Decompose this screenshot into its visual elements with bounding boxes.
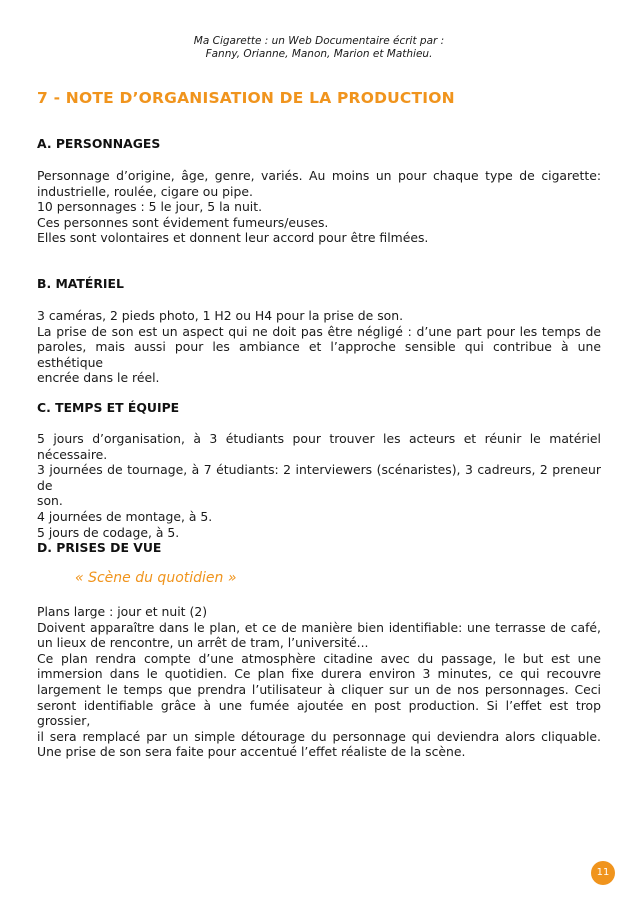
temps-line-1: 5 jours d’organisation, à 3 étudiants pour trouver les acteurs et réunir le matériel nécessaire. [37, 431, 601, 462]
prises-line-3: un lieux de rencontre, un arrêt de tram, l’université... [37, 635, 369, 651]
temps-line-2: 3 journées de tournage, à 7 étudiants: 2 interviewers (scénaristes), 3 cadreurs, 2 preneur de [37, 462, 601, 493]
personnages-line-2: industrielle, roulée, cigare ou pipe. [37, 183, 253, 199]
materiel-body [37, 308, 601, 386]
section-title: 7 - NOTE D’ORGANISATION DE LA PRODUCTION [37, 89, 455, 107]
personnages-line-4: Ces personnes sont évidement fumeurs/euses. [37, 214, 329, 230]
prises-body [37, 604, 601, 760]
header-line-2: Fanny, Orianne, Manon, Marion et Mathieu. [205, 48, 433, 60]
materiel-line-3: paroles, mais aussi pour les ambiance et l’approche sensible qui contribue à une esthétique [37, 339, 601, 370]
prises-line-6: largement le temps que prendra l’utilisateur à cliquer sur un de nos personnages. Ceci [37, 681, 601, 697]
materiel-line-2: La prise de son est un aspect qui ne doit pas être négligé : d’une part pour les temps de [37, 323, 601, 339]
materiel-line-1: 3 caméras, 2 pieds photo, 1 H2 ou H4 pour la prise de son. [37, 308, 404, 323]
scene-title: « Scène du quotidien » [75, 570, 237, 586]
temps-line-3: son. [37, 493, 63, 509]
heading-temps-equipe: C. TEMPS ET ÉQUIPE [37, 400, 180, 415]
page-number-badge: 11 [591, 861, 615, 885]
temps-body [37, 431, 601, 540]
temps-line-5: 5 jours de codage, à 5. [37, 524, 180, 540]
prises-line-2: Doivent apparaître dans le plan, et ce de manière bien identifiable: une terrasse de café, [37, 619, 601, 635]
document-header [0, 35, 638, 61]
prises-line-1: Plans large : jour et nuit (2) [37, 604, 208, 619]
personnages-line-1: Personnage d’origine, âge, genre, variés. Au moins un pour chaque type de cigarette: [37, 168, 601, 183]
heading-prises-de-vue: D. PRISES DE VUE [37, 540, 162, 555]
personnages-body [37, 168, 601, 246]
temps-line-4: 4 journées de montage, à 5. [37, 508, 213, 524]
personnages-line-5: Elles sont volontaires et donnent leur accord pour être filmées. [37, 230, 429, 246]
prises-line-7: seront identifiable grâce à une fumée ajoutée en post production. Si l’effet est trop grossier, [37, 697, 601, 729]
header-line-1: Ma Cigarette : un Web Documentaire écrit par : [193, 35, 445, 47]
heading-materiel: B. MATÉRIEL [37, 276, 124, 291]
prises-line-5: immersion dans le quotidien. Ce plan fixe durera environ 3 minutes, ce qui recouvre [37, 666, 601, 682]
prises-line-4: Ce plan rendra compte d’une atmosphère citadine avec du passage, le but est une [37, 650, 601, 666]
heading-personnages: A. PERSONNAGES [37, 136, 161, 151]
materiel-line-4: encrée dans le réel. [37, 370, 160, 386]
prises-line-9: Une prise de son sera faite pour accentué l’effet réaliste de la scène. [37, 744, 466, 760]
prises-line-8: il sera remplacé par un simple détourage du personnage qui deviendra alors cliquable. [37, 728, 601, 744]
personnages-line-3: 10 personnages : 5 le jour, 5 la nuit. [37, 199, 263, 215]
